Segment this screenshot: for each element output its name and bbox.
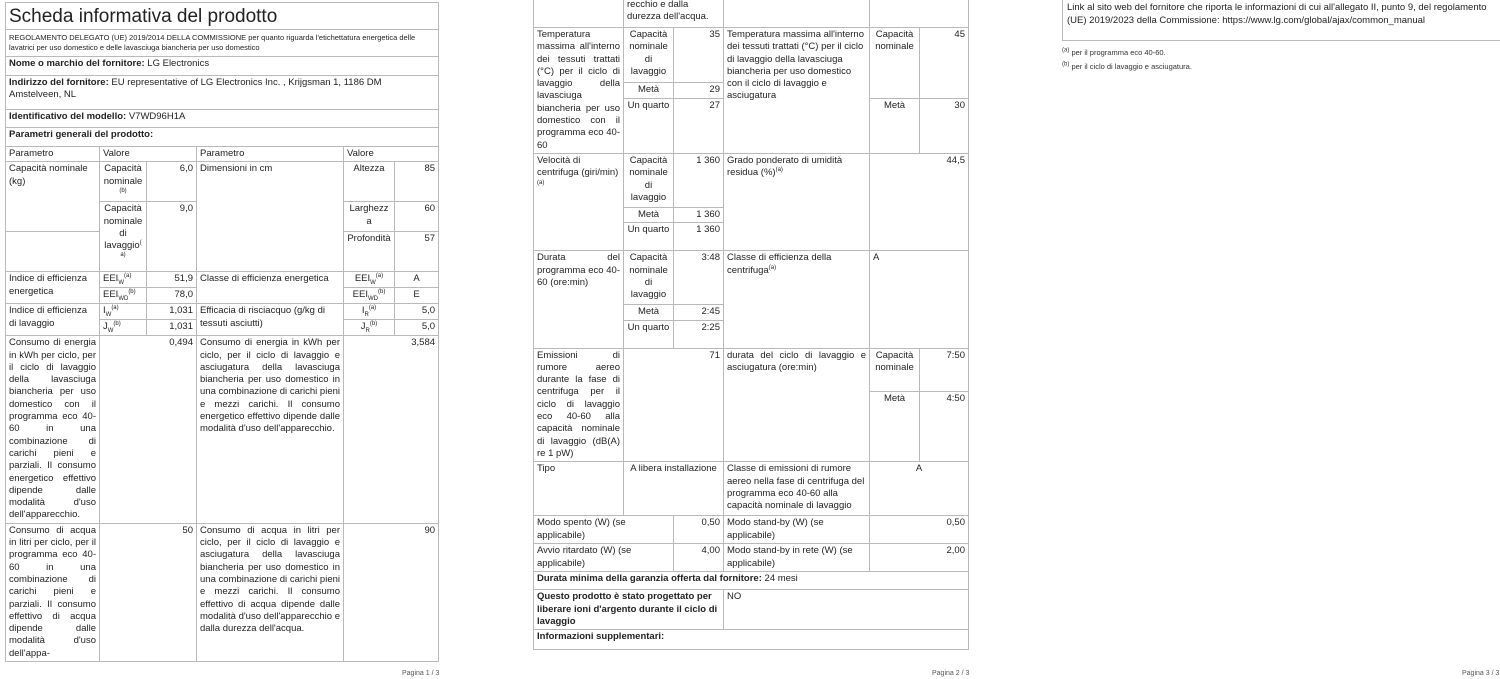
model-label: Identificativo del modello: xyxy=(9,111,127,122)
supplier-address-row xyxy=(6,76,439,110)
noise-class-value: A xyxy=(870,462,969,516)
dimensions-label: Dimensioni in cm xyxy=(197,162,344,272)
supplier-link-text: Link al sito web del fornitore che riporta le informazioni di cui all'allegato II, punto 9, del regolamento (UE) 2019/2023 della Commissione: https://www.lg.com/global/ajax/common_manual xyxy=(1063,0,1500,40)
header-valore: Valore xyxy=(344,147,439,162)
net-standby-label: Modo stand-by in rete (W) (se applicabile) xyxy=(724,544,870,572)
quarter-label: Un quarto xyxy=(624,98,674,153)
eei-label: Indice di efficienza energetica xyxy=(6,272,100,304)
half-label: Metà xyxy=(624,82,674,98)
temp-wd-half: 30 xyxy=(920,98,969,153)
spin-half: 1 360 xyxy=(674,207,724,222)
type-label: Tipo xyxy=(534,462,624,516)
half-label: Metà xyxy=(624,207,674,222)
model-identifier: V7WD96H1A xyxy=(128,111,186,122)
capacity-label: Capacità nominale (kg) xyxy=(6,162,100,232)
height-value: 85 xyxy=(395,162,439,202)
warranty-row xyxy=(534,572,969,590)
duration-label: Durata del programma eco 40-60 (ore:min) xyxy=(534,251,624,348)
spin-class-value: A xyxy=(870,251,969,348)
standby-label: Modo stand-by (W) (se applicabile) xyxy=(724,516,870,544)
width-value: 60 xyxy=(395,202,439,232)
footnote-a: $^{(a)}$ per il programma eco 40-60. xyxy=(1062,47,1166,57)
moisture-value: 44,5 xyxy=(870,153,969,250)
off-label: Modo spento (W) (se applicabile) xyxy=(534,516,674,544)
extra-info-label: Informazioni supplementari: xyxy=(534,630,969,650)
header-parametro: Parametro xyxy=(6,147,100,162)
type-value: A libera installazione xyxy=(624,462,724,516)
cap-nom-value: 6,0 xyxy=(147,162,197,202)
silver-label: Questo prodotto è stato progettato per liberare ioni d'argento durante il ciclo di lavaggio xyxy=(534,590,724,630)
duration-quarter: 2:25 xyxy=(674,320,724,348)
temp-wash-half: 29 xyxy=(674,82,724,98)
width-label: Larghezza xyxy=(344,202,395,232)
spin-full: 1 360 xyxy=(674,153,724,207)
wash-eff-label: Indice di efficienza di lavaggio xyxy=(6,304,100,336)
moisture-label: Grado ponderato di umidità residua (%) xyxy=(727,154,843,179)
rinse-label: Efficacia di risciacquo (g/kg di tessuti asciutti) xyxy=(197,304,344,336)
water-continuation: recchio e dalla durezza dell'acqua. xyxy=(624,0,724,28)
eei-wd-value: 78,0 xyxy=(147,288,197,304)
page-1 xyxy=(0,0,533,679)
energy-class-wd: E xyxy=(395,288,439,304)
net-standby-value: 2,00 xyxy=(870,544,969,572)
jr-value: 5,0 xyxy=(395,320,439,336)
silver-value: NO xyxy=(724,590,969,630)
duration-full: 3:48 xyxy=(674,251,724,305)
cap-nom-label: Capacità nominale xyxy=(870,28,920,99)
half-label: Metà xyxy=(870,392,920,462)
half-label: Metà xyxy=(870,98,920,153)
page-number: Pagina 1 / 3 xyxy=(402,670,440,677)
general-params-heading: Parametri generali del prodotto: xyxy=(6,128,439,147)
wd-duration-half: 4:50 xyxy=(920,392,969,462)
spin-label: Velocità di centrifuga (giri/min) xyxy=(537,154,619,179)
cap-nom-label: Capacità nominale xyxy=(103,163,143,187)
spin-class-label: Classe di efficienza della centrifuga xyxy=(727,252,832,276)
ir-value: 5,0 xyxy=(395,304,439,320)
spin-quarter: 1 360 xyxy=(674,223,724,251)
supplier-address: EU representative of LG Electronics Inc. , Krijgsman 1, 1186 DM Amstelveen, NL xyxy=(9,77,382,101)
energy-class-w: A xyxy=(395,272,439,288)
quarter-label: Un quarto xyxy=(624,223,674,251)
model-row xyxy=(6,110,439,128)
page-number: Pagina 3 / 3 xyxy=(1462,670,1500,677)
product-info-table-part-1: Scheda informativa del prodotto REGOLAMENTO DELEGATO (UE) 2019/2014 DELLA COMMISSIONE per quanto riguarda l'etichettatura energetica delle lavatrici per uso domestico e delle lavasciuga biancheria per uso domestico Nome o marchio del fornitore: LG Electronics Indirizzo del fornitore: EU representative of LG Electronics Inc. , Krijgsman 1, 1186 DM Amstelveen, NL Identificativo del modello: V7WD96H1A Parametri generali del prodotto: Parametro Valore Parametro Valore Capacità nominale (kg) Capacità nominale$^{(b)}$ 6,0 Dimensioni in cm Altezza 85 Capacità nominale di lavaggio$^{(a)}$ 9,0 Larghezza 60 Profondità 57 Indice di efficienza energetica $EEI_W^{(a)}$ 51,9 Classe di efficienza energetica $EEI_W^{(a)}$ A $EEI_{WD}^{(b)}$ 78,0 $EEI_{WD}^{(b)}$ E Indice di efficienza di lavaggio $I_W^{(a)}$ 1,031 Efficacia di risciacquo (g/kg di tessuti asciutti) $I_R^{(a)}$ 5,0 $J_W^{(b)}$ 1,031 $J_R^{(b)}$ 5,0 Consumo di energia in kWh per ciclo, per il ciclo di lavaggio della lavasciuga biancheria per uso domestico con il programma eco 40-60 in una combinazione di carichi pieni e parziali. Il consumo energetico effettivo dipende dalle modalità d'uso dell'apparecchio. 0,494 Consumo di energia in kWh per ciclo, per il ciclo di lavaggio e asciugatura della lavasciuga biancheria per uso domestico in una combinazione di carichi pieni e mezzi carichi. Il consumo energetico effettivo dipende dalle modalità d'uso dell'apparecchio. 3,584 Consumo di acqua in litri per ciclo, per il programma eco 40-60 in una combinazione di carichi pieni e parziali. Il consumo effettivo di acqua dipende dalle modalità d'uso dell'appa- 50 Consumo di acqua in litri per ciclo, per il ciclo di lavaggio e asciugatura della lavasciuga biancheria per uso domestico in una combinazione di carichi pieni e mezzi carichi. Il consumo effettivo di acqua dipende dalle modalità d'uso dell'apparecchio e dalla durezza dell'acqua. 90 xyxy=(5,2,439,662)
page-2 xyxy=(533,0,1000,679)
header-parametro: Parametro xyxy=(197,147,344,162)
standby-value: 0,50 xyxy=(870,516,969,544)
cap-nom-wash-label: Capacità nominale di lavaggio xyxy=(624,153,674,207)
page-3 xyxy=(1000,0,1500,679)
delay-value: 4,00 xyxy=(674,544,724,572)
warranty-value: 24 mesi xyxy=(764,573,798,585)
temp-wash-label: Temperatura massima all'interno dei tessuti trattati (°C) per il ciclo di lavaggio della lavasciuga biancheria per uso domestico con il programma eco 40-60 xyxy=(534,28,624,154)
footnote-b: $^{(b)}$ per il ciclo di lavaggio e asciugatura. xyxy=(1062,61,1192,71)
supplier-name-row xyxy=(6,57,439,76)
cap-nom-wash-label: Capacità nominale di lavaggio xyxy=(624,28,674,83)
depth-value: 57 xyxy=(395,232,439,272)
energy-wash-value: 0,494 xyxy=(100,336,197,523)
water-wd-label: Consumo di acqua in litri per ciclo, per il ciclo di lavaggio e asciugatura della lavasciuga biancheria per uso domestico in una combinazione di carichi pieni e mezzi carichi. Il consumo effettivo di acqua dipende dalle modalità d'uso dell'apparecchio e dalla durezza dell'acqua. xyxy=(197,523,344,661)
supplier-name: LG Electronics xyxy=(147,58,210,69)
page-number: Pagina 2 / 3 xyxy=(932,670,970,677)
supplier-link-table xyxy=(1062,0,1500,41)
supplier-address-label: Indirizzo del fornitore: xyxy=(9,77,109,88)
header-valore: Valore xyxy=(100,147,197,162)
quarter-label: Un quarto xyxy=(624,320,674,348)
cap-nom-label: Capacità nominale xyxy=(870,348,920,392)
temp-wash-quarter: 27 xyxy=(674,98,724,153)
product-info-table-part-2: recchio e dalla durezza dell'acqua. Temperatura massima all'interno dei tessuti trattati (°C) per il ciclo di lavaggio della lavasciuga biancheria per uso domestico con il programma eco 40-60 Capacità nominale di lavaggio 35 Temperatura massima all'interno dei tessuti trattati (°C) per il ciclo di lavaggio della lavasciuga biancheria per uso domestico con il ciclo di lavaggio e asciugatura Capacità nominale 45 Metà 29 Un quarto 27 Metà 30 Velocità di centrifuga (giri/min)$^{(a)}$ Capacità nominale di lavaggio 1 360 Grado ponderato di umidità residua (%)$^{(a)}$ 44,5 Metà 1 360 Un quarto 1 360 Durata del programma eco 40-60 (ore:min) Capacità nominale di lavaggio 3:48 Classe di efficienza della centrifuga$^{(a)}$ A Metà 2:45 Un quarto 2:25 Emissioni di rumore aereo durante la fase di centrifuga per il ciclo di lavaggio eco 40-60 alla capacità nominale di lavaggio (dB(A) re 1 pW) 71 durata del ciclo di lavaggio e asciugatura (ore:min) Capacità nominale 7:50 Metà 4:50 Tipo A libera installazione Classe di emissioni di rumore aereo nella fase di centrifuga del programma eco 40-60 alla capacità nominale di lavaggio A Modo spento (W) (se applicabile) 0,50 Modo stand-by (W) (se applicabile) 0,50 Avvio ritardato (W) (se applicabile) 4,00 Modo stand-by in rete (W) (se applicabile) 2,00 Durata minima della garanzia offerta dal fornitore: 24 mesi Questo prodotto è stato progettato per liberare ioni d'argento durante il ciclo di lavaggio NO Informazioni supplementari: xyxy=(533,0,969,650)
wd-duration-full: 7:50 xyxy=(920,348,969,392)
temp-wd-label: Temperatura massima all'interno dei tessuti trattati (°C) per il ciclo di lavaggio della lavasciuga biancheria per uso domestico con il ciclo di lavaggio e asciugatura xyxy=(724,28,870,154)
water-wash-value: 50 xyxy=(100,523,197,661)
energy-wd-label: Consumo di energia in kWh per ciclo, per il ciclo di lavaggio e asciugatura della lavasciuga biancheria per uso domestico in una combinazione di carichi pieni e mezzi carichi. Il consumo energetico effettivo dipende dalle modalità d'uso dell'apparecchio. xyxy=(197,336,344,523)
duration-half: 2:45 xyxy=(674,305,724,320)
energy-wd-value: 3,584 xyxy=(344,336,439,523)
eei-w-value: 51,9 xyxy=(147,272,197,288)
off-value: 0,50 xyxy=(674,516,724,544)
temp-wd-full: 45 xyxy=(920,28,969,99)
noise-label: Emissioni di rumore aereo durante la fase di centrifuga per il ciclo di lavaggio eco 40-60 alla capacità nominale di lavaggio (dB(A) re 1 pW) xyxy=(534,348,624,462)
temp-wash-full: 35 xyxy=(674,28,724,83)
energy-wash-label: Consumo di energia in kWh per ciclo, per il ciclo di lavaggio della lavasciuga biancheria per uso domestico con il programma eco 40-60 in una combinazione di carichi pieni e parziali. Il consumo energetico effettivo dipende dalle modalità d'uso dell'apparecchio. xyxy=(6,336,100,523)
warranty-label: Durata minima della garanzia offerta dal fornitore: xyxy=(537,573,762,585)
half-label: Metà xyxy=(624,305,674,320)
water-wd-value: 90 xyxy=(344,523,439,661)
regulation-text: REGOLAMENTO DELEGATO (UE) 2019/2014 DELLA COMMISSIONE per quanto riguarda l'etichettatura energetica delle lavatrici per uso domestico e delle lavasciuga biancheria per uso domestico xyxy=(6,30,439,57)
water-wash-label: Consumo di acqua in litri per ciclo, per il programma eco 40-60 in una combinazione di carichi pieni e parziali. Il consumo effettivo di acqua dipende dalle modalità d'uso dell'appa- xyxy=(6,523,100,661)
energy-class-label: Classe di efficienza energetica xyxy=(197,272,344,304)
cap-wash-label: Capacità nominale di lavaggio xyxy=(103,203,143,252)
depth-label: Profondità xyxy=(344,232,395,272)
supplier-name-label: Nome o marchio del fornitore: xyxy=(9,58,145,69)
wd-duration-label: durata del ciclo di lavaggio e asciugatura (ore:min) xyxy=(724,348,870,462)
noise-class-label: Classe di emissioni di rumore aereo nella fase di centrifuga del programma eco 40-60 alla capacità nominale di lavaggio xyxy=(724,462,870,516)
page-title: Scheda informativa del prodotto xyxy=(6,3,439,30)
noise-value: 71 xyxy=(624,348,724,462)
jw-value: 1,031 xyxy=(147,320,197,336)
cap-wash-value: 9,0 xyxy=(147,202,197,272)
cap-nom-wash-label: Capacità nominale di lavaggio xyxy=(624,251,674,305)
delay-label: Avvio ritardato (W) (se applicabile) xyxy=(534,544,674,572)
height-label: Altezza xyxy=(344,162,395,202)
iw-value: 1,031 xyxy=(147,304,197,320)
